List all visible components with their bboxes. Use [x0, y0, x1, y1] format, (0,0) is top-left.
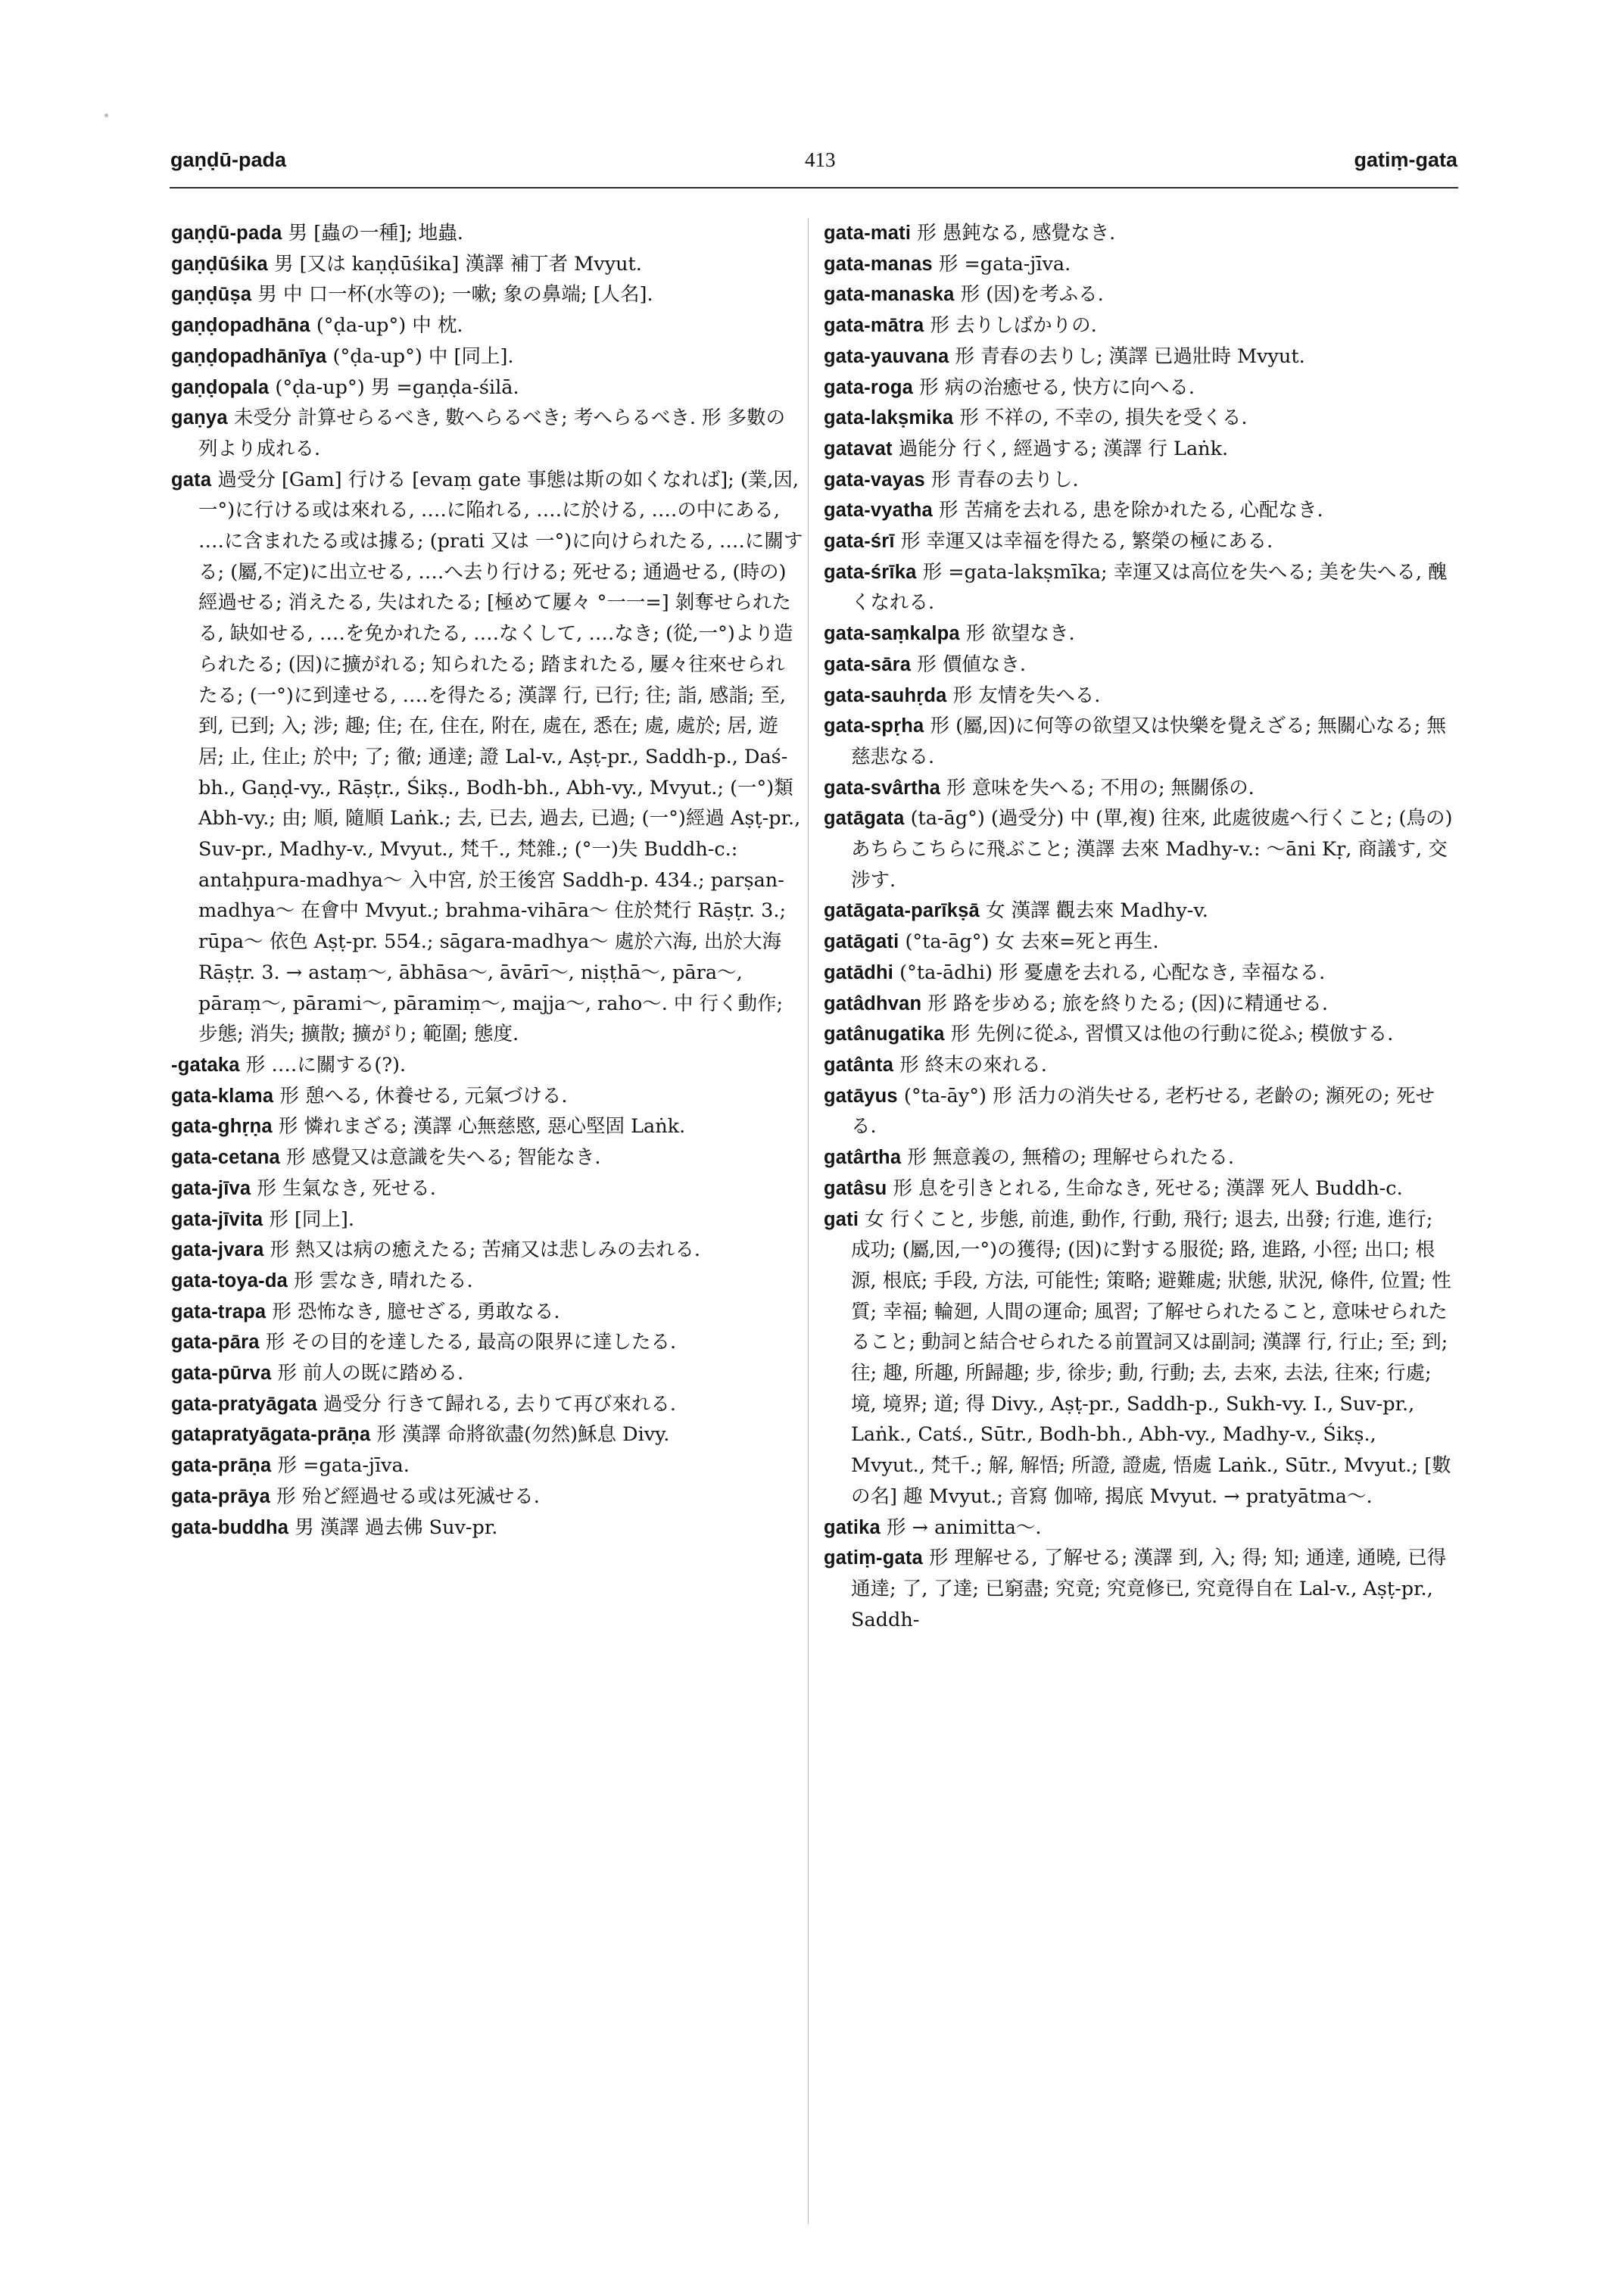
entry-headword: gata-toya-da: [171, 1270, 288, 1291]
entry-definition: 女 行くこと, 步態, 前進, 動作, 行動, 飛行; 退去, 出發; 行進, 進行; 成功; (屬,因,一°)の獲得; (因)に對する服從; 路, 進路, 小徑; 出口; 根源, 根底; 手段, 方法, 可能性; 策略; 避難處; 狀態, 狀況, 條件, 位置; 性質; 幸福; 輪廻, 人間の運命; 風習; 了解せられたること, 意味せられたること; 動詞と結合せられたる前置詞又は副詞; 漢譯 行, 行止; 至; 到; 往; 趣, 所趣, 所歸趣; 步, 徐步; 動, 行動; 去, 去來, 去法, 往來; 行處; 境, 境界; 道; 得 Divy., Aṣṭ-pr., Saddh-p., Sukh-vy. I., Suv-pr., Laṅk., Catś., Sūtr., Bodh-bh., Abh-vy., Madhy-v., Śikṣ., Mvyut., 梵千.; 解, 解悟; 所證, 證處, 悟處 Laṅk., Sūtr., Mvyut.; [數の名] 趣 Mvyut.; 音寫 伽啼, 揭底 Mvyut. → pratyātma～.: [851, 1207, 1451, 1508]
entry-definition: 形 理解せる, 了解せる; 漢譯 到, 入; 得; 知; 通達, 通曉, 已得通達; 了, 了達; 已窮盡; 究竟; 究竟修已, 究竟得自在 Lal-v., Aṣṭ-pr., Saddh-: [851, 1547, 1447, 1631]
entry-headword: gata-vayas: [824, 469, 925, 491]
entry-definition: 形 憩へる, 休養せる, 元氣づける.: [273, 1084, 568, 1108]
entry-definition: 形 [同上].: [263, 1207, 354, 1231]
entry-definition: 形 =gata-lakṣmīka; 幸運又は高位を失へる; 美を失へる, 醜くなれる.: [851, 560, 1448, 615]
entry-definition: 形 雲なき, 晴れたる.: [288, 1269, 473, 1292]
entry-headword: gatādhi: [824, 961, 894, 983]
dictionary-entry: [171, 1081, 803, 1112]
left-guide-word: gaṇḍū-pada: [170, 148, 286, 171]
entry-definition: (°ta-ādhi) 形 憂慮を去れる, 心配なき, 幸福なる.: [893, 961, 1326, 984]
entry-definition: 形 感覺又は意識を失へる; 智能なき.: [279, 1146, 601, 1170]
dictionary-entry: [171, 1266, 803, 1297]
dictionary-entry: [171, 1235, 803, 1266]
dictionary-entry: [824, 1142, 1456, 1173]
entry-definition: 形 不祥の, 不幸の, 損失を受くる.: [953, 407, 1248, 430]
dictionary-entry: [824, 434, 1456, 465]
entry-definition: 形 路を步める; 旅を終りたる; (因)に精通せる.: [921, 992, 1328, 1015]
entry-headword: gata: [171, 469, 212, 491]
dictionary-entry: [824, 403, 1456, 434]
entry-headword: gata-lakṣmika: [824, 407, 954, 429]
entry-definition: 形 青春の去りし.: [924, 468, 1079, 491]
entry-headword: gata-manaska: [824, 284, 955, 306]
dictionary-entry: [171, 1050, 803, 1081]
entry-definition: 形 その目的を達したる, 最高の限界に達したる.: [259, 1331, 677, 1354]
entry-headword: gata-sāra: [824, 653, 912, 675]
entry-definition: (°ḍa-up°) 男 =gaṇḍa-śilā.: [269, 375, 519, 399]
entry-headword: gata-manas: [824, 253, 933, 275]
entry-definition: 形 漢譯 命將欲盡(勿然)穌息 Divy.: [370, 1423, 670, 1447]
entry-headword: gata-saṃkalpa: [824, 623, 960, 645]
entry-definition: 形 (屬,因)に何等の欲望又は快樂を覺えざる; 無關心なる; 無慈悲なる.: [851, 715, 1446, 768]
entry-definition: 形 恐怖なき, 臆せざる, 勇敢なる.: [266, 1300, 560, 1323]
entry-headword: gatapratyāgata-prāṇa: [171, 1424, 371, 1446]
entry-headword: gatârtha: [824, 1147, 902, 1169]
entry-headword: gata-ghṛṇa: [171, 1116, 273, 1138]
dictionary-entry: [171, 1327, 803, 1358]
dictionary-entry: [824, 711, 1456, 772]
dictionary-entry: [824, 310, 1456, 341]
entry-headword: gata-jīva: [171, 1177, 251, 1199]
entry-headword: gaṇḍūṣa: [171, 284, 252, 306]
entry-headword: gata-klama: [171, 1085, 274, 1107]
dictionary-entry: [824, 1050, 1456, 1081]
entry-headword: gaṇya: [171, 407, 228, 429]
running-header: [170, 148, 1457, 182]
entry-headword: gata-buddha: [171, 1516, 289, 1538]
dictionary-entry: [824, 681, 1456, 712]
dictionary-entry: [824, 526, 1456, 557]
entry-definition: 過受分 行きて歸れる, 去りて再び來れる.: [316, 1392, 676, 1416]
dictionary-entry: [171, 310, 803, 341]
dictionary-entry: [824, 896, 1456, 927]
entry-headword: gatavat: [824, 438, 893, 460]
entry-headword: gaṇḍopadhāna: [171, 315, 310, 337]
entry-definition: 形 愚鈍なる, 感覺なき.: [911, 222, 1116, 245]
entry-definition: 男 中 口一杯(水等の); 一嗽; 象の鼻端; [人名].: [251, 283, 653, 307]
entry-definition: 男 [蟲の一種]; 地蟲.: [282, 222, 463, 245]
entry-headword: gata-pratyāgata: [171, 1393, 317, 1415]
entry-definition: 形 欲望なき.: [959, 622, 1075, 646]
entry-definition: 形 ‥‥に關する(?).: [239, 1053, 407, 1076]
dictionary-entry: [171, 1173, 803, 1204]
entry-headword: gatânta: [824, 1054, 894, 1076]
entry-headword: gata-śrī: [824, 531, 895, 553]
column-divider: [808, 218, 809, 2224]
entry-definition: 形 先例に從ふ, 習慣又は他の行動に從ふ; 模倣する.: [944, 1023, 1394, 1046]
entry-definition: 形 生氣なき, 死せる.: [251, 1176, 436, 1200]
entry-definition: 過受分 [Gam] 行ける [evaṃ gate 事態は斯の如くなれば]; (業,因,一°)に行ける或は來れる, ‥‥に陥れる, ‥‥に於ける, ‥‥の中にある, ‥‥に含まれたる或は據る; (prati 又は 一°)に向けられたる, ‥‥に關する; (屬,不定)に出立せる, ‥‥へ去り行ける; 死せる; 通過せる, (時の)經過せる; 消えたる, 失はれたる; [極めて屢々 °一一=] 剝奪せられたる, 缺如せる, ‥‥を免かれたる, ‥‥なくして, ‥‥なき; (從,一°)より造られたる; (因)に擴がれる; 知られたる; 踏まれたる, 屢々往來せられたる; (一°)に到達せる, ‥‥を得たる; 漢譯 行, 已行; 往; 詣, 感詣; 至, 到, 已到; 入; 涉; 趣; 住; 在, 住在, 附在, 處在, 悉在; 處, 處於; 居, 遊居; 止, 住止; 於中; 了; 徹; 通達; 證 Lal-v., Aṣṭ-pr., Saddh-p., Daś-bh., Gaṇḍ-vy., Rāṣṭr., Śikṣ., Bodh-bh., Abh-vy., Mvyut.; (一°)類 Abh-vy.; 由; 順, 隨順 Laṅk.; 去, 已去, 過去, 已過; (一°)經過 Aṣṭ-pr., Suv-pr., Madhy-v., Mvyut., 梵千., 梵雜.; (°一)失 Buddh-c.: antaḥpura-madhya～ 入中宮, 於王後宮 Saddh-p. 434.; parṣan-madhya～ 在會中 Mvyut.; brahma-vihāra～ 住於梵行 Rāṣṭr. 3.; rūpa～ 依色 Aṣṭ-pr. 554.; sāgara-madhya～ 處於六海, 出於大海 Rāṣṭr. 3. → astaṃ～, ābhāsa～, āvārī～, niṣṭhā～, pāra～, pāraṃ～, pārami～, pāramiṃ～, majja～, raho～. 中 行く動作; 步態; 消失; 擴散; 擴がり; 範圍; 態度.: [198, 468, 803, 1046]
entry-headword: gaṇḍopadhānīya: [171, 345, 327, 367]
entry-definition: 形 憐れまざる; 漢譯 心無慈愍, 惡心堅固 Laṅk.: [272, 1115, 686, 1139]
dictionary-entry: [171, 218, 803, 249]
dictionary-entry: [824, 773, 1456, 804]
entry-definition: 形 幸運又は幸福を得たる, 繁榮の極にある.: [894, 530, 1273, 553]
scan-speck: [104, 114, 108, 117]
entry-definition: 形 苦痛を去れる, 患を除かれたる, 心配なき.: [932, 499, 1323, 522]
entry-headword: gaṇḍopala: [171, 376, 270, 398]
entry-definition: 形 價値なき.: [911, 653, 1027, 676]
dictionary-entry: [171, 1358, 803, 1389]
right-column: [824, 218, 1456, 2262]
entry-definition: 形 意味を失へる; 不用の; 無關係の.: [940, 776, 1255, 799]
entry-definition: (°ta-āg°) 女 去來=死と再生.: [899, 930, 1159, 954]
entry-headword: gati: [824, 1208, 859, 1230]
entry-headword: gatâdhvan: [824, 992, 922, 1014]
entry-headword: gata-sauhṛda: [824, 684, 947, 706]
dictionary-entry: [824, 1173, 1456, 1204]
entry-headword: gatiṃ-gata: [824, 1547, 923, 1569]
dictionary-entry: [171, 1204, 803, 1235]
entry-headword: gata-yauvana: [824, 345, 949, 367]
dictionary-entry: [171, 341, 803, 372]
entry-headword: gata-śrīka: [824, 561, 917, 583]
entry-definition: 形 → animitta～.: [880, 1516, 1042, 1539]
dictionary-entry: [824, 989, 1456, 1020]
entry-headword: gatāgata-parīkṣā: [824, 900, 980, 922]
dictionary-entry: [824, 803, 1456, 896]
dictionary-entry: [824, 1204, 1456, 1513]
entry-definition: (°ḍa-up°) 中 枕.: [310, 314, 463, 338]
entry-definition: 形 =gata-jīva.: [271, 1454, 410, 1478]
entry-headword: gatika: [824, 1516, 881, 1538]
entry-headword: gata-trapa: [171, 1301, 267, 1323]
entry-definition: 形 病の治癒せる, 快方に向へる.: [912, 375, 1195, 399]
dictionary-entry: [171, 1419, 803, 1450]
dictionary-entry: [824, 279, 1456, 310]
entry-definition: 形 =gata-jīva.: [932, 252, 1071, 276]
entry-definition: 形 青春の去りし; 漢譯 已過壯時 Mvyut.: [949, 344, 1305, 368]
dictionary-entry: [171, 1481, 803, 1513]
entry-headword: gata-jīvita: [171, 1208, 263, 1230]
entry-headword: gata-pāra: [171, 1332, 260, 1354]
entry-definition: 形 無意義の, 無稽の; 理解せられたる.: [901, 1146, 1234, 1170]
dictionary-entry: [824, 1543, 1456, 1635]
entry-definition: 形 去りしばかりの.: [924, 314, 1097, 338]
dictionary-entry: [171, 1450, 803, 1481]
entry-headword: gatâsu: [824, 1177, 887, 1199]
entry-definition: (°ḍa-up°) 中 [同上].: [326, 344, 514, 368]
entry-headword: gata-spṛha: [824, 715, 924, 737]
entry-definition: 形 前人の既に踏める.: [271, 1362, 464, 1385]
entry-definition: 形 息を引きとれる, 生命なき, 死せる; 漢譯 死人 Buddh-c.: [887, 1176, 1403, 1200]
dictionary-entry: [171, 1297, 803, 1328]
entry-definition: 形 (因)を考ふる.: [954, 283, 1104, 307]
dictionary-entry: [171, 403, 803, 464]
entry-definition: 形 友情を失へる.: [946, 684, 1101, 707]
entry-headword: gatāgata: [824, 808, 905, 830]
dictionary-entry: [824, 650, 1456, 681]
dictionary-entry: [171, 372, 803, 403]
dictionary-entry: [824, 1081, 1456, 1142]
entry-definition: 男 漢譯 過去佛 Suv-pr.: [288, 1516, 498, 1539]
entry-headword: gata-vyatha: [824, 500, 933, 522]
dictionary-entry: [824, 1019, 1456, 1050]
entry-headword: gatāyus: [824, 1085, 898, 1107]
dictionary-entry: [171, 1111, 803, 1142]
dictionary-entry: [824, 618, 1456, 650]
entry-headword: gatāgati: [824, 931, 899, 953]
dictionary-entry: [824, 495, 1456, 526]
entry-headword: gata-prāya: [171, 1485, 270, 1507]
page-number: 413: [804, 148, 836, 171]
entry-headword: gaṇḍū-pada: [171, 223, 282, 244]
entry-definition: 過能分 行く, 經過する; 漢譯 行 Laṅk.: [892, 437, 1229, 460]
entry-headword: gata-mātra: [824, 315, 924, 337]
entry-headword: gata-mati: [824, 223, 912, 244]
entry-headword: gata-roga: [824, 376, 913, 398]
entry-definition: (ta-āg°) (過受分) 中 (單,複) 往來, 此處彼處へ行くこと; (鳥の)あちらこちらに飛ぶこと; 漢譯 去來 Madhy-v.: ～āni Kṛ, 商議す, 交涉す.: [851, 807, 1453, 892]
entry-headword: -gataka: [171, 1054, 240, 1076]
entry-definition: 男 [又は kaṇḍūśika] 漢譯 補丁者 Mvyut.: [267, 252, 642, 276]
dictionary-entry: [824, 958, 1456, 989]
dictionary-entry: [824, 465, 1456, 496]
entry-headword: gata-pūrva: [171, 1363, 272, 1385]
entry-headword: gata-cetana: [171, 1147, 280, 1169]
dictionary-entry: [824, 341, 1456, 372]
entry-definition: 女 漢譯 觀去來 Madhy-v.: [979, 899, 1208, 923]
entry-headword: gata-svârtha: [824, 777, 941, 799]
left-column: [171, 218, 803, 2262]
dictionary-entry: [171, 1513, 803, 1544]
dictionary-entry: [171, 1142, 803, 1173]
dictionary-entry: [824, 1513, 1456, 1544]
entry-headword: gatânugatika: [824, 1023, 945, 1045]
dictionary-entry: [171, 279, 803, 310]
entry-headword: gata-prāṇa: [171, 1455, 272, 1477]
entry-headword: gata-jvara: [171, 1239, 264, 1261]
entry-definition: 形 殆ど經過せる或は死滅せる.: [270, 1485, 540, 1508]
dictionary-entry: [171, 465, 803, 1050]
entry-definition: (°ta-āy°) 形 活力の消失せる, 老朽せる, 老齡の; 瀕死の; 死せる.: [851, 1084, 1435, 1139]
entry-definition: 形 終末の來れる.: [893, 1053, 1047, 1076]
dictionary-entry: [824, 249, 1456, 280]
header-rule: [170, 187, 1458, 188]
entry-definition: 形 熱又は病の癒えたる; 苦痛又は悲しみの去れる.: [263, 1238, 700, 1262]
dictionary-entry: [824, 557, 1456, 618]
entry-headword: gaṇḍūśika: [171, 253, 268, 275]
dictionary-entry: [171, 249, 803, 280]
dictionary-entry: [824, 372, 1456, 403]
right-guide-word: gatiṃ-gata: [1354, 148, 1457, 171]
dictionary-entry: [824, 218, 1456, 249]
dictionary-entry: [824, 927, 1456, 958]
entry-definition: 未受分 計算せらるべき, 數へらるべき; 考へらるべき. 形 多數の列より成れる.: [198, 407, 786, 460]
dictionary-entry: [171, 1389, 803, 1420]
